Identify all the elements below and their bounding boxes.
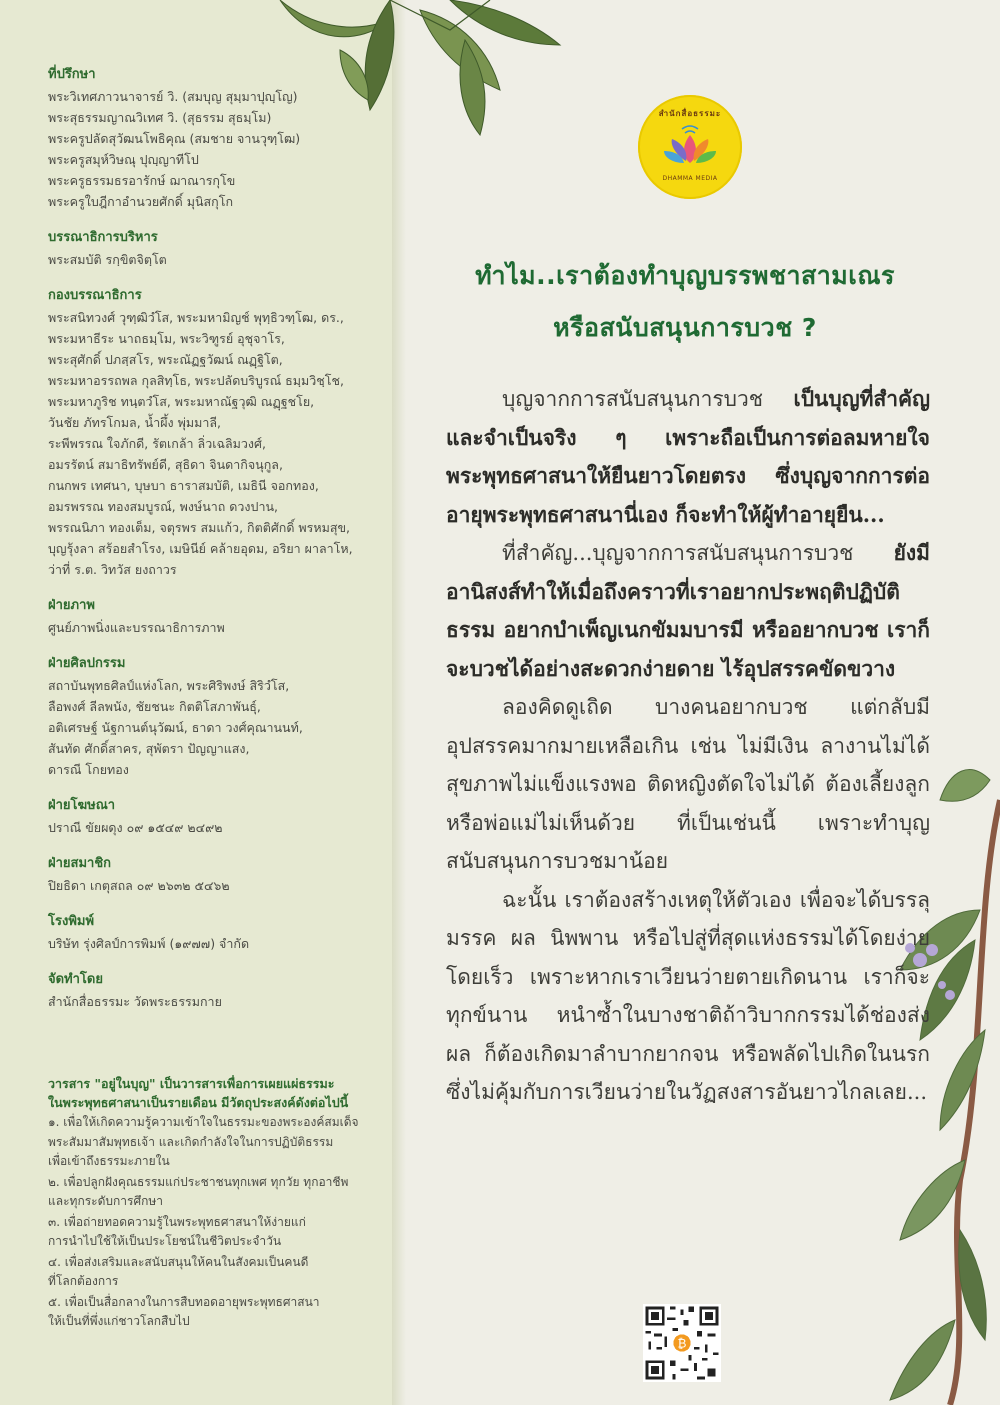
purpose-line: ให้เป็นที่พึ่งแก่ชาวโลกสืบไป (48, 1314, 190, 1328)
svg-text:₿: ₿ (677, 1336, 687, 1351)
purpose-line: การนำไปใช้ให้เป็นประโยชน์ในชีวิตประจำวัน (48, 1234, 282, 1248)
credit-line: พระครูปลัดสุวัฒนโพธิคุณ (สมชาย จานวุฑฺโฒ) (48, 131, 301, 146)
credit-line: ว่าที่ ร.ต. วิทวัส ยงถาวร (48, 562, 177, 577)
article-subtitle: หรือสนับสนุนการบวช ? (553, 313, 817, 342)
article-paragraph (446, 380, 930, 534)
sidebar-divider (392, 0, 406, 1405)
logo-bottom-text: DHAMMA MEDIA (662, 175, 718, 182)
credit-line: วันชัย ภัทรโกมล, น้ำผึ้ง พุ่มมาลี, (48, 415, 222, 430)
credit-line: พระสมบัติ รกฺขิตจิตฺโต (48, 252, 167, 267)
purpose-line: ๕. เพื่อเป็นสื่อกลางในการสืบทอดอายุพระพุทธศาสนา (48, 1294, 320, 1309)
paragraph-text: บุญจากการสนับสนุนการบวช (502, 387, 794, 411)
logo-ring-text: สำนักสื่อธรรมะ (658, 109, 722, 118)
credit-section-photo (48, 595, 378, 638)
qr-code[interactable] (643, 1304, 721, 1382)
credit-heading: ฝ่ายภาพ (48, 598, 95, 613)
credit-line: พรรณนิภา ทองเต็ม, จตุรพร สมแก้ว, กิตติศักดิ์ พรหมสุข, (48, 520, 350, 535)
credit-line: บริษัท รุ่งศิลป์การพิมพ์ (๑๙๗๗) จำกัด (48, 936, 250, 951)
credit-line: พระครูใบฎีกาอำนวยศักดิ์ มุนิสกุโก (48, 194, 234, 209)
purpose-item (48, 1173, 378, 1212)
credit-line: พระมหาธีระ นาถธมฺโม, พระวิฑูรย์ อุชุจาโร, (48, 331, 285, 346)
purpose-line: และทุกระดับการศึกษา (48, 1194, 163, 1208)
credit-section-editorial-board (48, 285, 378, 580)
purpose-item (48, 1253, 378, 1292)
dhamma-media-logo (638, 95, 742, 199)
purpose-line: ๒. เพื่อปลูกฝังคุณธรรมแก่ประชาชนทุกเพศ ทุกวัย ทุกอาชีพ (48, 1174, 349, 1189)
credit-heading: กองบรรณาธิการ (48, 288, 142, 303)
credit-line: พระสนิทวงศ์ วุฑฺฒิวํโส, พระมหามิญช์ พุทฺธิวฑฺโฒ, ดร., (48, 310, 344, 325)
credit-line: สันทัด ศักดิ์สาคร, สุพัตรา ปัญญาแสง, (48, 741, 250, 756)
credit-line: กนกพร เทศนา, บุษบา ธาราสมบัติ, เมธินี จอกทอง, (48, 478, 319, 493)
credit-line: ลือพงศ์ ลีลพนัง, ชัยชนะ กิตติโสภาพันธุ์, (48, 699, 261, 714)
credit-line: พระมหาอรรถพล กุลสิทฺโธ, พระปลัดบริบูรณ์ ธมฺมวิชฺโช, (48, 373, 344, 388)
paragraph-text: ที่สำคัญ...บุญจากการสนับสนุนการบวช (502, 541, 894, 565)
credit-section-advisors (48, 64, 378, 212)
credit-line: อติเศรษฐ์ นัฐกานต์นุวัฒน์, ธาดา วงศ์คุณานนท์, (48, 720, 303, 735)
paragraph-emphasis: เป็นบุญที่สำคัญและจำเป็นจริง ๆ เพราะถือเป็นการต่อลมหายใจพระพุทธศาสนาให้ยืนยาวโดยตรง ซึ่งบุญจากการต่ออายุพระพุทธศาสนานี่เอง ก็จะทำให้ผู้ทำอายุยืน... (446, 386, 930, 527)
credit-line: พระวิเทศภาวนาจารย์ วิ. (สมบุญ สุมฺมาปุญฺโญ) (48, 89, 298, 104)
purpose-line: ที่โลกต้องการ (48, 1274, 119, 1288)
paragraph-emphasis: ยังมีอานิสงส์ทำให้เมื่อถึงคราวที่เราอยากประพฤติปฏิบัติธรรม อยากบำเพ็ญเนกขัมมบารมี หรืออยากบวช เราก็จะบวชได้อย่างสะดวกง่ายดาย ไร้อุปสรรคขัดขวาง (446, 540, 930, 681)
credit-line: ปิยธิดา เกตุสถล ๐๙ ๒๖๓๒ ๕๔๖๒ (48, 878, 230, 893)
credit-heading: จัดทำโดย (48, 972, 103, 987)
credit-line: พระสุศักดิ์ ปภสฺสโร, พระณัฏฐวัฒน์ ณฏฺฐิโต, (48, 352, 283, 367)
purpose-item (48, 1293, 378, 1332)
credit-heading: บรรณาธิการบริหาร (48, 230, 158, 245)
credit-line: ปราณี ขัยผดุง ๐๙ ๑๕๔๙ ๒๔๙๒ (48, 820, 223, 835)
credit-line: สถาบันพุทธศิลป์แห่งโลก, พระศิริพงษ์ สิริวํโส, (48, 678, 290, 693)
credit-heading: ที่ปรึกษา (48, 67, 96, 82)
purpose-line: ๔. เพื่อส่งเสริมและสนับสนุนให้คนในสังคมเป็นคนดี (48, 1254, 309, 1269)
credit-heading: โรงพิมพ์ (48, 914, 95, 929)
purpose-item (48, 1113, 378, 1172)
credit-line: ศูนย์ภาพนิ่งและบรรณาธิการภาพ (48, 620, 225, 635)
purpose-line: เพื่อเข้าถึงธรรมะภายใน (48, 1154, 170, 1168)
credit-section-advertising (48, 795, 378, 838)
purpose-heading: ในพระพุทธศาสนาเป็นรายเดือน มีวัตถุประสงค์ดังต่อไปนี้ (48, 1095, 349, 1110)
purpose-line: พระสัมมาสัมพุทธเจ้า และเกิดกำลังใจในการปฏิบัติธรรม (48, 1134, 334, 1149)
credit-heading: ฝ่ายสมาชิก (48, 856, 112, 871)
credits-list (48, 64, 378, 1027)
credit-line: สำนักสื่อธรรมะ วัดพระธรรมกาย (48, 994, 222, 1009)
credit-line: พระสุธรรมญาณวิเทศ วิ. (สุธรรม สุธมฺโม) (48, 110, 272, 125)
credit-heading: ฝ่ายศิลปกรรม (48, 656, 126, 671)
credit-line: อมรรัตน์ สมาธิทรัพย์ดี, สุธิดา จินดากิจนุกูล, (48, 457, 283, 472)
purpose-line: ๑. เพื่อให้เกิดความรู้ความเข้าใจในธรรมะของพระองค์สมเด็จ (48, 1115, 359, 1129)
article-paragraph (446, 881, 930, 1112)
purpose-line: ๓. เพื่อถ่ายทอดความรู้ในพระพุทธศาสนาให้ง่ายแก่ (48, 1214, 306, 1229)
paragraph-text: ฉะนั้น เราต้องสร้างเหตุให้ตัวเอง เพื่อจะได้บรรลุมรรค ผล นิพพาน หรือไปสู่ที่สุดแห่งธรรมได้โดยง่าย โดยเร็ว เพราะหากเราเวียนว่ายตายเกิดนาน เราก็จะทุกข์นาน หนำซ้ำในบางชาติถ้าวิบากกรรมได้ช่องส่งผล ก็ต้องเกิดมาลำบากยากจน หรือพลัดไปเกิดในนรก ซึ่งไม่คุ้มกับการเวียนว่ายในวัฏสงสารอันยาวไกลเลย... (446, 887, 930, 1104)
credit-line: พระครูสมุห์วิษณุ ปุญฺญาทีโป (48, 152, 199, 167)
article-title: ทำไม..เราต้องทำบุญบรรพชาสามเณร (475, 261, 895, 290)
credit-line: ดารณี โกยทอง (48, 762, 129, 777)
credit-line: พระมหาภูริช ทนฺตวํโส, พระมหาณัฐวุฒิ ณฏฺฐชโย, (48, 394, 315, 409)
purpose-item (48, 1213, 378, 1252)
article-body (446, 380, 930, 1112)
purpose-heading: วารสาร "อยู่ในบุญ" เป็นวารสารเพื่อการเผยแผ่ธรรมะ (48, 1076, 335, 1091)
credit-section-art (48, 653, 378, 780)
article-paragraph (446, 534, 930, 688)
credit-section-printer (48, 911, 378, 954)
credit-heading: ฝ่ายโฆษณา (48, 798, 116, 813)
article-paragraph (446, 688, 930, 881)
paragraph-text: ลองคิดดูเถิด บางคนอยากบวช แต่กลับมีอุปสรรคมากมายเหลือเกิน เช่น ไม่มีเงิน ลางานไม่ได้ สุขภาพไม่แข็งแรงพอ ติดหญิงตัดใจไม่ได้ ต้องเลี้ยงลูก หรือพ่อแม่ไม่เห็นด้วย ที่เป็นเช่นนี้ เพราะทำบุญสนับสนุนการบวชมาน้อย (446, 695, 930, 873)
credit-line: บุญรุ้งลา สร้อยสำโรง, เมษินีย์ คล้ายอุดม, อริยา ผาลาโห, (48, 541, 353, 556)
credit-section-executive-editor (48, 227, 378, 270)
journal-purpose (48, 1074, 378, 1332)
credit-line: ระพีพรรณ ใจภักดี, รัตเกล้า ลิ่วเฉลิมวงศ์, (48, 436, 266, 451)
credit-line: พระครูธรรมธรอารักษ์ ฌาณารกุโข (48, 173, 236, 188)
credit-section-publisher (48, 969, 378, 1012)
credit-line: อมรพรรณ ทองสมบูรณ์, พงษ์นาถ ดวงปาน, (48, 499, 279, 514)
credit-section-membership (48, 853, 378, 896)
